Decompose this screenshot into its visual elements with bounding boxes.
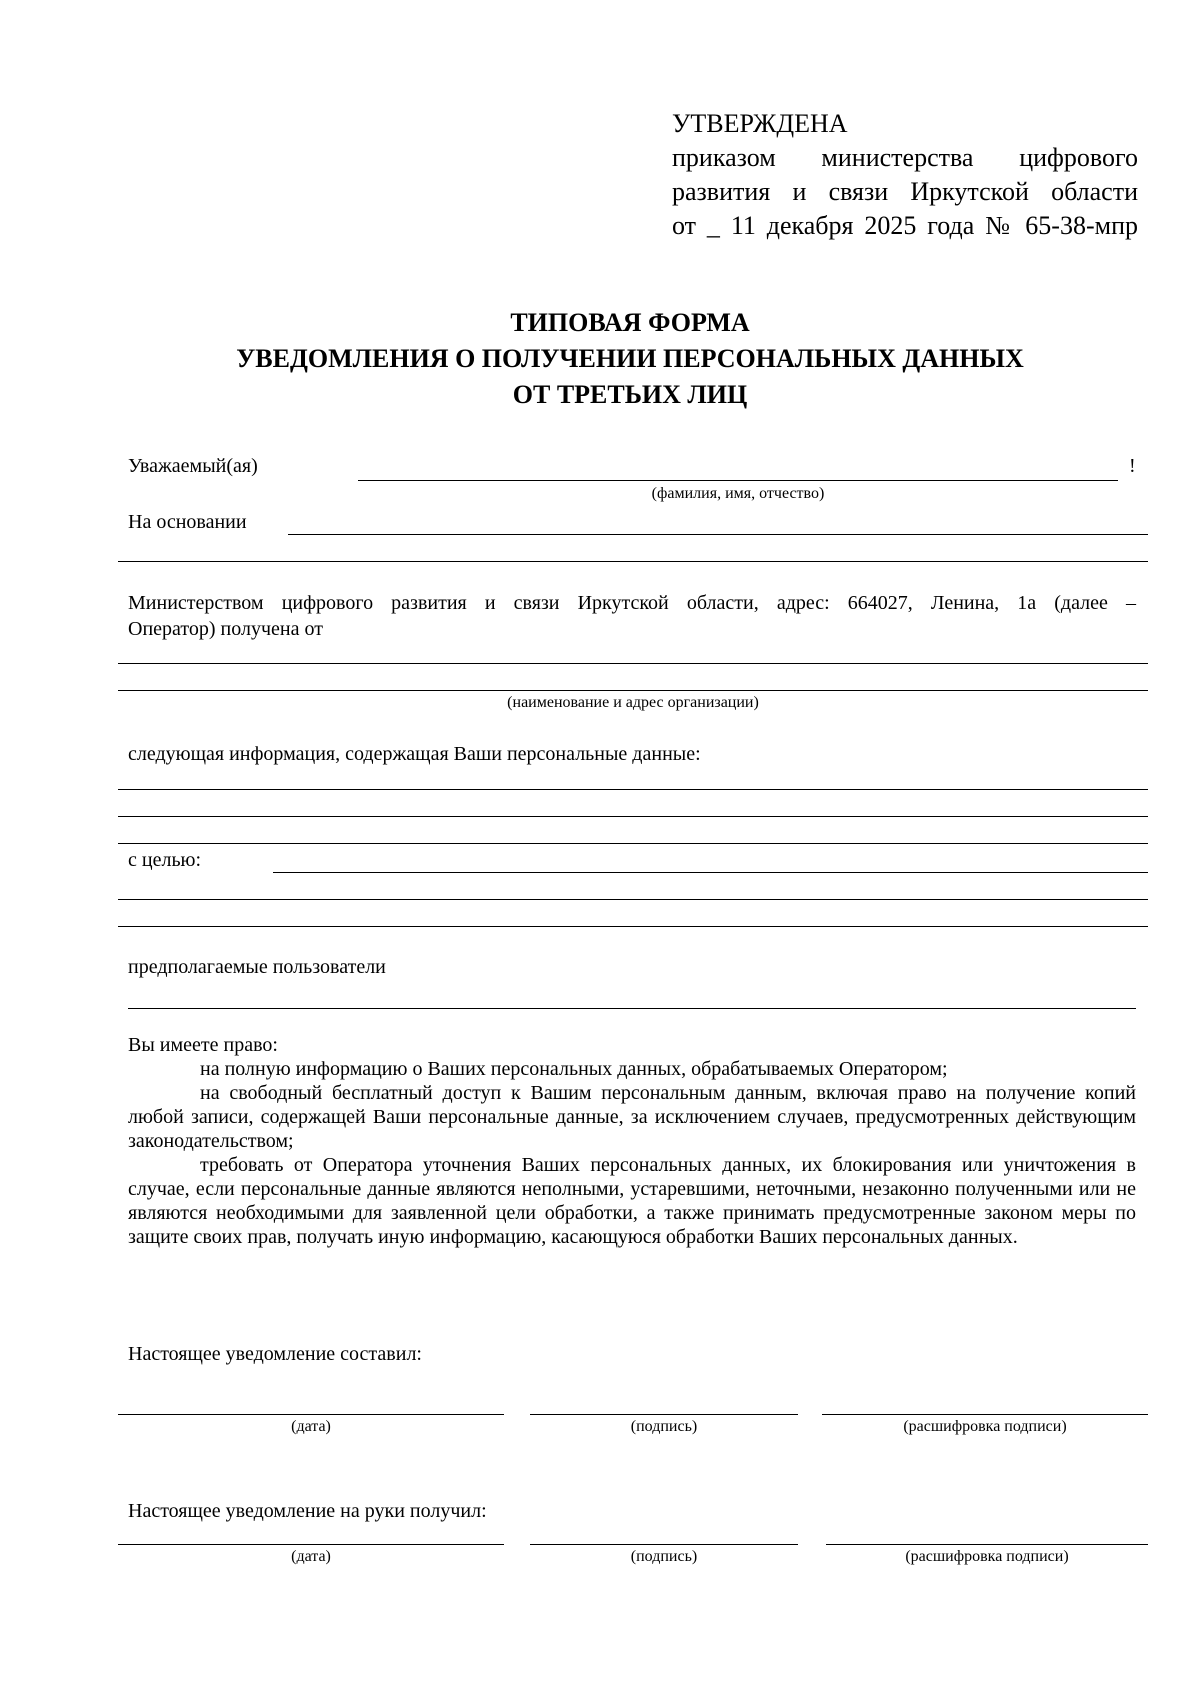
- composed-label: Настоящее уведомление составил:: [128, 1343, 422, 1365]
- received-signature-caption: (подпись): [630, 1548, 698, 1565]
- purpose-field-line-3[interactable]: [118, 926, 1148, 927]
- greeting-caption: (фамилия, имя, отчество): [651, 485, 825, 502]
- approval-line-2: приказом министерства цифрового: [672, 143, 1138, 172]
- info-field-line-2[interactable]: [118, 816, 1148, 817]
- document-title: [0, 305, 1200, 413]
- basis-field-line-2[interactable]: [118, 561, 1148, 562]
- info-label: следующая информация, содержащая Ваши персональные данные:: [128, 743, 701, 765]
- approval-block: [672, 107, 1138, 243]
- purpose-field-line-2[interactable]: [118, 899, 1148, 900]
- composed-signature-caption: (подпись): [630, 1418, 698, 1435]
- composed-decoding-field[interactable]: [822, 1414, 1148, 1415]
- rights-heading: Вы имеете право:: [128, 1034, 278, 1056]
- composed-decoding-caption: (расшифровка подписи): [903, 1418, 1067, 1435]
- greeting-exclamation: !: [1129, 455, 1136, 477]
- received-decoding-caption: (расшифровка подписи): [905, 1548, 1069, 1565]
- operator-text: Министерством цифрового развития и связи Иркутской области, адрес: 664027, Ленина, 1а (далее –: [128, 592, 1136, 614]
- purpose-label: с целью:: [128, 849, 202, 871]
- purpose-field-line-1[interactable]: [273, 872, 1148, 873]
- info-field-line-1[interactable]: [118, 789, 1148, 790]
- operator-text-line-2: Оператор) получена от: [128, 618, 323, 640]
- approval-line-1: УТВЕРЖДЕНА: [672, 109, 848, 138]
- rights-item-1: на полную информацию о Ваших персональных данных, обрабатываемых Оператором;: [200, 1058, 948, 1080]
- received-label: Настоящее уведомление на руки получил:: [128, 1500, 487, 1522]
- composed-date-field[interactable]: [118, 1414, 504, 1415]
- approval-line-3: развития и связи Иркутской области: [672, 177, 1138, 206]
- composed-signature-field[interactable]: [530, 1414, 798, 1415]
- title-line-2: УВЕДОМЛЕНИЯ О ПОЛУЧЕНИИ ПЕРСОНАЛЬНЫХ ДАННЫХ: [236, 344, 1024, 373]
- received-date-caption: (дата): [291, 1548, 331, 1565]
- rights-item-2: на свободный бесплатный доступ к Вашим персональным данным, включая право на получение копий любой записи, содержащей Ваши персональные данные, за исключением случаев, предусмотренных действующим законодательством;: [128, 1082, 1136, 1152]
- operator-field-line-1[interactable]: [118, 663, 1148, 664]
- received-date-field[interactable]: [118, 1544, 504, 1545]
- received-decoding-field[interactable]: [826, 1544, 1148, 1545]
- basis-label: На основании: [128, 511, 247, 533]
- users-label: предполагаемые пользователи: [128, 956, 386, 978]
- approval-line-4: от _ 11 декабря 2025 года № 65-38-мпр: [672, 211, 1138, 240]
- operator-field-line-2[interactable]: [118, 690, 1148, 691]
- received-signature-field[interactable]: [530, 1544, 798, 1545]
- title-line-3: ОТ ТРЕТЬИХ ЛИЦ: [512, 380, 748, 409]
- rights-item-3: требовать от Оператора уточнения Ваших персональных данных, их блокирования или уничтожения в случае, если персональные данные являются неполными, устаревшими, неточными, незаконно полученными или не являются необходимыми для заявленной цели обработки, а также принимать предусмотренные законом меры по защите своих прав, получать иную информацию, касающуюся обработки Ваших персональных данных.: [128, 1154, 1136, 1248]
- title-line-1: ТИПОВАЯ ФОРМА: [510, 308, 750, 337]
- rights-section: [128, 1033, 1136, 1249]
- info-field-line-3[interactable]: [118, 843, 1148, 844]
- basis-field-line-1[interactable]: [288, 534, 1148, 535]
- greeting-label: Уважаемый(ая): [128, 455, 258, 477]
- users-field-line[interactable]: [128, 1008, 1136, 1009]
- organization-caption: (наименование и адрес организации): [507, 694, 759, 711]
- greeting-name-field[interactable]: [358, 480, 1118, 481]
- composed-date-caption: (дата): [291, 1418, 331, 1435]
